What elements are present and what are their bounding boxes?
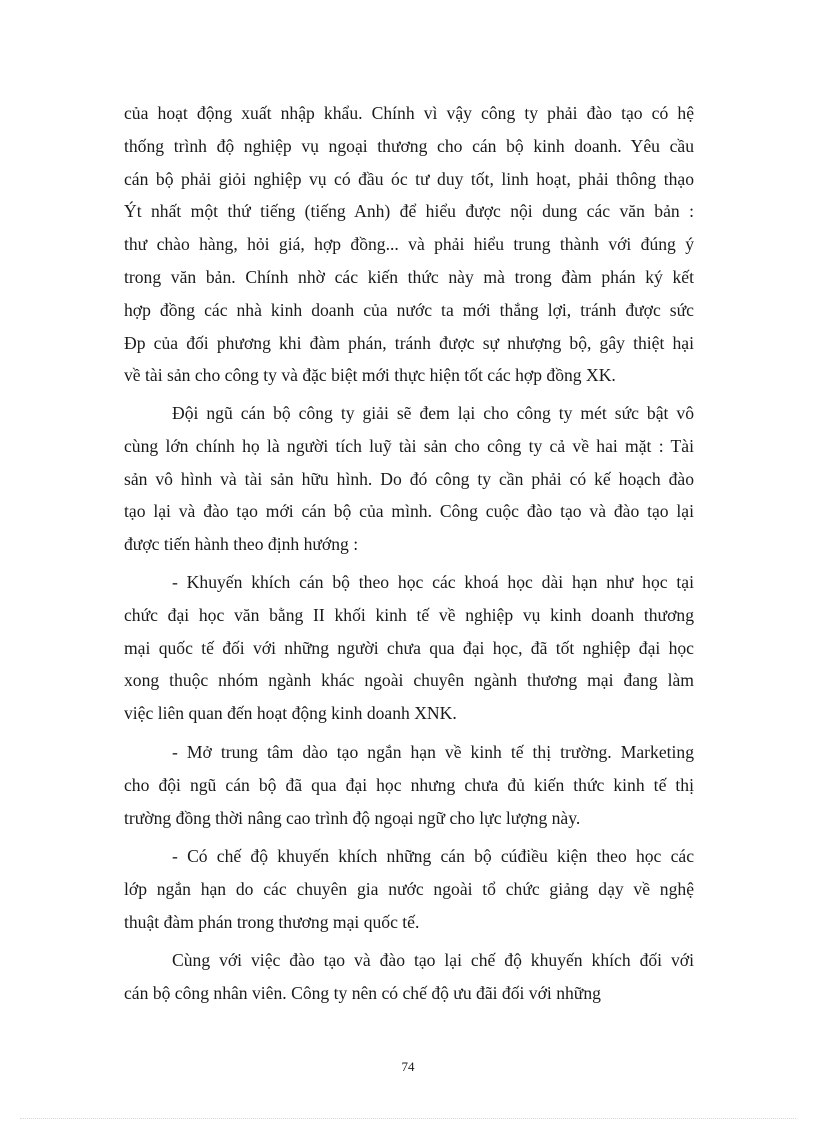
paragraph-line: cùng lớn chính họ là người tích luỹ tài sản cho công ty cả về hai mặt : Tài <box>124 435 694 456</box>
paragraph-2 <box>124 397 694 561</box>
page-number: 74 <box>401 1059 415 1074</box>
paragraph-line: - Có chế độ khuyến khích những cán bộ cúđiều kiện theo học các <box>172 846 694 866</box>
paragraph-line: xong thuộc nhóm ngành khác ngoài chuyên ngành thương mại đang làm <box>124 670 694 691</box>
paragraph-line: chức đại học văn bằng II khối kinh tế về nghiệp vụ kinh doanh thương <box>124 604 694 625</box>
paragraph-line: hợp đồng các nhà kinh doanh của nước ta mới thắng lợi, tránh được sức <box>124 299 694 320</box>
paragraph-line: về tài sản cho công ty và đặc biệt mới thực hiện tốt các hợp đồng XK. <box>124 365 616 386</box>
paragraph-line: Ýt nhất một thứ tiếng (tiếng Anh) để hiểu được nội dung các văn bản : <box>124 201 694 222</box>
paragraph-line: - Mở trung tâm dào tạo ngắn hạn về kinh tế thị trường. Marketing <box>172 742 694 762</box>
paragraph-1 <box>124 97 694 392</box>
paragraph-4 <box>124 736 694 834</box>
paragraph-line: thống trình độ nghiệp vụ ngoại thương cho cán bộ kinh doanh. Yêu cầu <box>124 135 694 156</box>
paragraph-line: sản vô hình và tài sản hữu hình. Do đó công ty cần phải có kế hoạch đào <box>124 468 694 489</box>
paragraph-6 <box>124 944 694 1010</box>
paragraph-line: Ðp của đối phương khi đàm phán, tránh được sự nhượng bộ, gây thiệt hại <box>124 332 694 353</box>
paragraph-line: Đội ngũ cán bộ công ty giải sẽ đem lại cho công ty mét sức bật vô <box>172 403 694 423</box>
paragraph-3 <box>124 566 694 730</box>
page-bottom-border <box>20 1118 796 1119</box>
paragraph-line: tạo lại và đào tạo mới cán bộ của mình. Công cuộc đào tạo và đào tạo lại <box>124 501 694 522</box>
paragraph-5 <box>124 840 694 938</box>
paragraph-line: Cùng với việc đào tạo và đào tạo lại chế độ khuyến khích đối với <box>172 950 694 970</box>
paragraph-line: cán bộ phải giỏi nghiệp vụ có đầu óc tư duy tốt, linh hoạt, phải thông thạo <box>124 168 694 189</box>
paragraph-line: việc liên quan đến hoạt động kinh doanh XNK. <box>124 703 457 724</box>
paragraph-line: được tiến hành theo định hướng : <box>124 534 359 555</box>
paragraph-line: - Khuyến khích cán bộ theo học các khoá học dài hạn như học tại <box>172 572 694 592</box>
paragraph-line: trường đồng thời nâng cao trình độ ngoại ngữ cho lực lượng này. <box>124 807 581 828</box>
paragraph-line: cho đội ngũ cán bộ đã qua đại học nhưng chưa đủ kiến thức kinh tế thị <box>124 774 694 795</box>
paragraph-line: mại quốc tế đối với những người chưa qua đại học, đã tốt nghiệp đại học <box>124 637 694 658</box>
paragraph-line: thuật đàm phán trong thương mại quốc tế. <box>124 911 420 932</box>
paragraph-line: cán bộ công nhân viên. Công ty nên có chế độ ưu đãi đối với những <box>124 982 601 1003</box>
paragraph-line: lớp ngắn hạn do các chuyên gia nước ngoài tổ chức giảng dạy về nghệ <box>124 878 694 899</box>
paragraph-line: của hoạt động xuất nhập khẩu. Chính vì vậy công ty phải đào tạo có hệ <box>124 103 694 123</box>
paragraph-line: trong văn bản. Chính nhờ các kiến thức này mà trong đàm phán ký kết <box>124 266 694 287</box>
paragraph-line: thư chào hàng, hỏi giá, hợp đồng... và phải hiểu trung thành với đúng ý <box>124 234 694 255</box>
